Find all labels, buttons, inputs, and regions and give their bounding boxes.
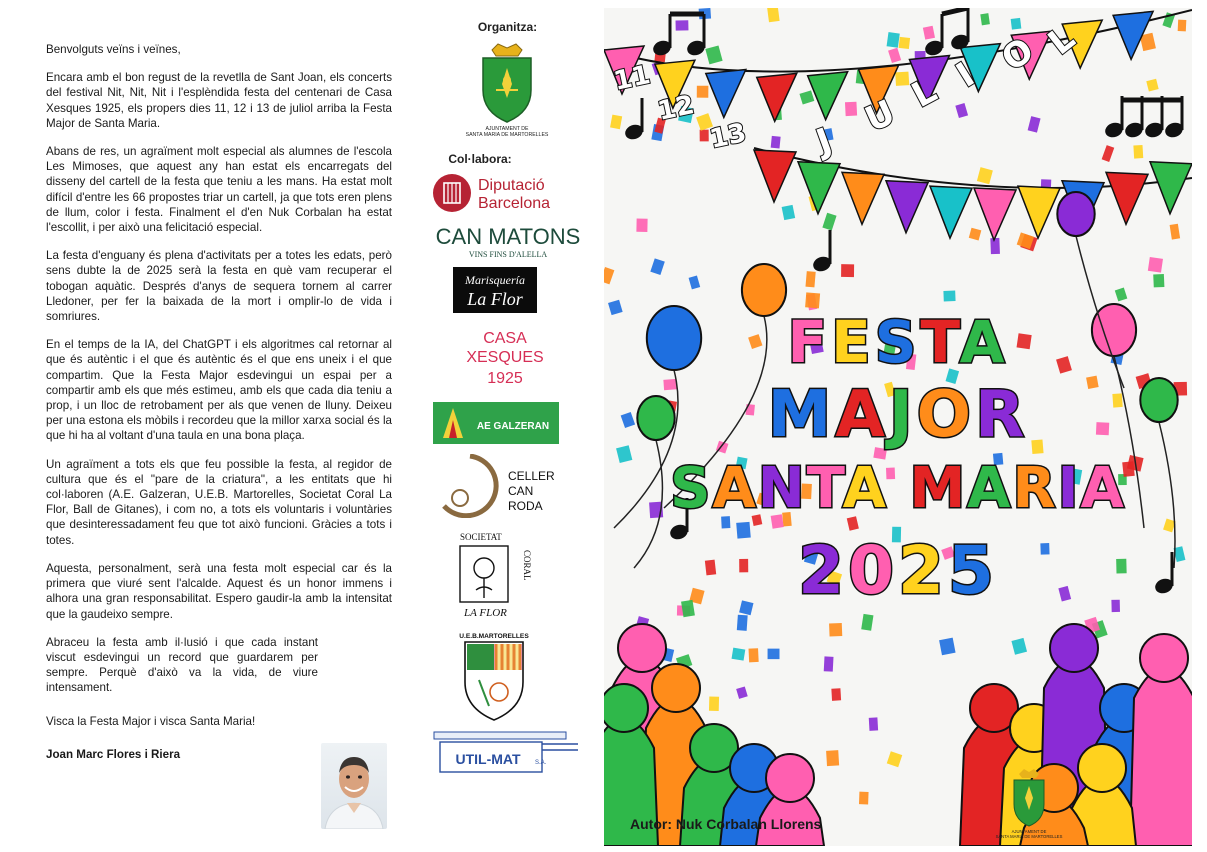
- casa-xesques-logo: [460, 328, 550, 388]
- util-mat-logo: [432, 730, 582, 774]
- poster-crest-text-1: AJUNTAMENT DE: [1011, 829, 1047, 834]
- letter-greeting: Benvolguts veïns i veïnes,: [46, 43, 181, 56]
- galzeran-logo: [433, 402, 559, 444]
- poster-day-11: 11: [611, 59, 653, 97]
- festa-major-poster: [604, 8, 1192, 846]
- letter-paragraph-6: Aquesta, personalment, serà una festa molt especial car és la primera que viuré sent l'alcalde. Aquest és un honor immens i alhora una gran responsabilitat. Espero gaudir-la amb la intensitat que la gaudeixo sempre.: [46, 561, 392, 621]
- celler-text-3: RODA: [508, 499, 543, 513]
- ajuntament-text-2: SANTA MARIA DE MARTORELLES: [465, 132, 549, 137]
- poster-crest: [994, 768, 1064, 840]
- diputacio-text-2: Barcelona: [478, 195, 551, 212]
- ueb-text: U.E.B.MARTORELLES: [459, 633, 529, 640]
- can-matons-subtext: VINS FINS D'ALELLA: [468, 250, 548, 259]
- poster-title-line-3: [604, 456, 1192, 521]
- letter-paragraph-5: Un agraïment a tots els que feu possible la festa, al regidor de cultura que és el "pare de la criatura", a les entitats que hi col·laboren (A.E. Galzeran, U.E.B. Martorelles, Societat Coral La Flor, Ball de Gitanes), i com no, a tots els voluntaris i voluntàries que desinteressadament feu que tot això funcioni. Gràcies a tots i totes.: [46, 457, 392, 547]
- poster-title-festa: FESTA: [787, 308, 1009, 376]
- la-flor-text: LA FLOR: [464, 607, 507, 619]
- letter-signature: Joan Marc Flores i Riera: [46, 747, 181, 761]
- marisqueria-text-1: Marisquería: [465, 273, 525, 287]
- organitza-label: Organitza:: [477, 20, 538, 34]
- celler-text-2: CAN: [508, 484, 534, 498]
- sponsors-column: [420, 18, 595, 838]
- coral-text: CORAL: [522, 550, 532, 581]
- celler-can-roda-logo: [436, 454, 576, 518]
- letter-paragraph-3: La festa d'enguany és plena d'activitats per a totes les edats, però sens dubte la de 2025 serà la festa en què vam recuperar el tobogan aquàtic. Després d'anys de sequera tornem al carrer Lledoner, per fer la baixada de la mort i omplir-lo de vida i somriures.: [46, 249, 392, 324]
- casa-xesques-text-3: 1925: [487, 370, 523, 387]
- ueb-martorelles-logo: [459, 630, 529, 722]
- poster-dates: [604, 8, 1192, 218]
- casa-xesques-text-2: XESQUES: [466, 349, 544, 366]
- mayor-photo: [321, 743, 387, 829]
- poster-month-letter-l1: L: [905, 70, 944, 116]
- letter-paragraph-2: Abans de res, un agraïment molt especial als alumnes de l'escola Les Mimoses, que aquest any han estat els encarregats del disseny del cartell de la festa que teniu a les mans. Ha estat molt difícil d'entre les 66 propostes triar un cartell, ja que tots eren plens de llum, color i festa. Finalment el d'en Nuk Corbalan ha estat l'escollit, i per això una felicitació especial.: [46, 145, 392, 235]
- poster-title-line-1: [604, 308, 1192, 376]
- casa-xesques-text-1: CASA: [483, 330, 527, 347]
- ajuntament-logo: [442, 42, 572, 137]
- poster-month-letter-j: J: [811, 120, 837, 163]
- letter-paragraph-7: Abraceu la festa amb il·lusió i que cada instant viscut esdevingui un record que guardarem per sempre. Perquè d'això va la vida, de viure intensament.: [46, 635, 318, 695]
- poster-day-12: 12: [655, 89, 697, 127]
- poster-author: Autor: Nuk Corbalan Llorens: [630, 816, 822, 832]
- letter-closing: Visca la Festa Major i visca Santa Maria!: [46, 714, 256, 728]
- marisqueria-logo: [453, 267, 537, 313]
- mayor-letter: [46, 42, 392, 775]
- letter-paragraph-1: Encara amb el bon regust de la revetlla de Sant Joan, els concerts del festival Nit, Nit, Nit i l'esplèndida festa del centenari de Casa Xesques 1925, els propers dies 11, 12 i 13 de juliol arriba la Festa Major de Santa Maria.: [46, 71, 392, 130]
- diputacio-logo: [432, 172, 582, 214]
- societat-coral-logo: [454, 528, 534, 620]
- poster-month-letter-i: I: [949, 55, 982, 96]
- poster-month-letter-l2: L: [1040, 18, 1083, 64]
- marisqueria-text-2: La Flor: [467, 289, 523, 309]
- can-matons-logo: [422, 222, 594, 262]
- poster-month-letter-u: U: [859, 92, 901, 141]
- poster-title-major: MAJOR: [767, 378, 1029, 452]
- poster-title-year: 2025: [798, 532, 998, 609]
- poster-title-line-4: [604, 532, 1192, 609]
- diputacio-text-1: Diputació: [478, 177, 545, 194]
- util-mat-sa-text: S.A.: [535, 760, 547, 766]
- collabora-label: Col·labora:: [448, 152, 512, 166]
- letter-paragraph-4: En el temps de la IA, del ChatGPT i els algoritmes cal retornar al que és autèntic i el que és autèntic és el que ens uneix i el que compartim. Que la Festa Major esdevingui un espai per a compartir amb els que més estimeu, amb els que cada dia teniu a prop, i un lloc de retrobament per als que venen de lluny. Deixeu per una estona els mòbils i recordeu que la millor xarxa social és la que hi ha al voltant d'una taula en una bona plaça.: [46, 338, 392, 443]
- celler-text-1: CELLER: [508, 469, 555, 483]
- societat-text: SOCIETAT: [460, 532, 502, 542]
- can-matons-text: CAN MATONS: [435, 224, 581, 249]
- poster-day-13: 13: [707, 117, 749, 155]
- poster-title-santa-maria: SANTA MARIA: [670, 456, 1126, 521]
- galzeran-text: AE GALZERAN: [476, 421, 550, 432]
- poster-month-letter-o: O: [994, 30, 1041, 80]
- util-mat-text: UTIL-MAT: [455, 751, 521, 767]
- poster-crest-text-2: SANTA MARIA DE MARTORELLES: [995, 834, 1063, 839]
- poster-title-line-2: [604, 378, 1192, 452]
- ajuntament-text-1: AJUNTAMENT DE: [485, 126, 529, 132]
